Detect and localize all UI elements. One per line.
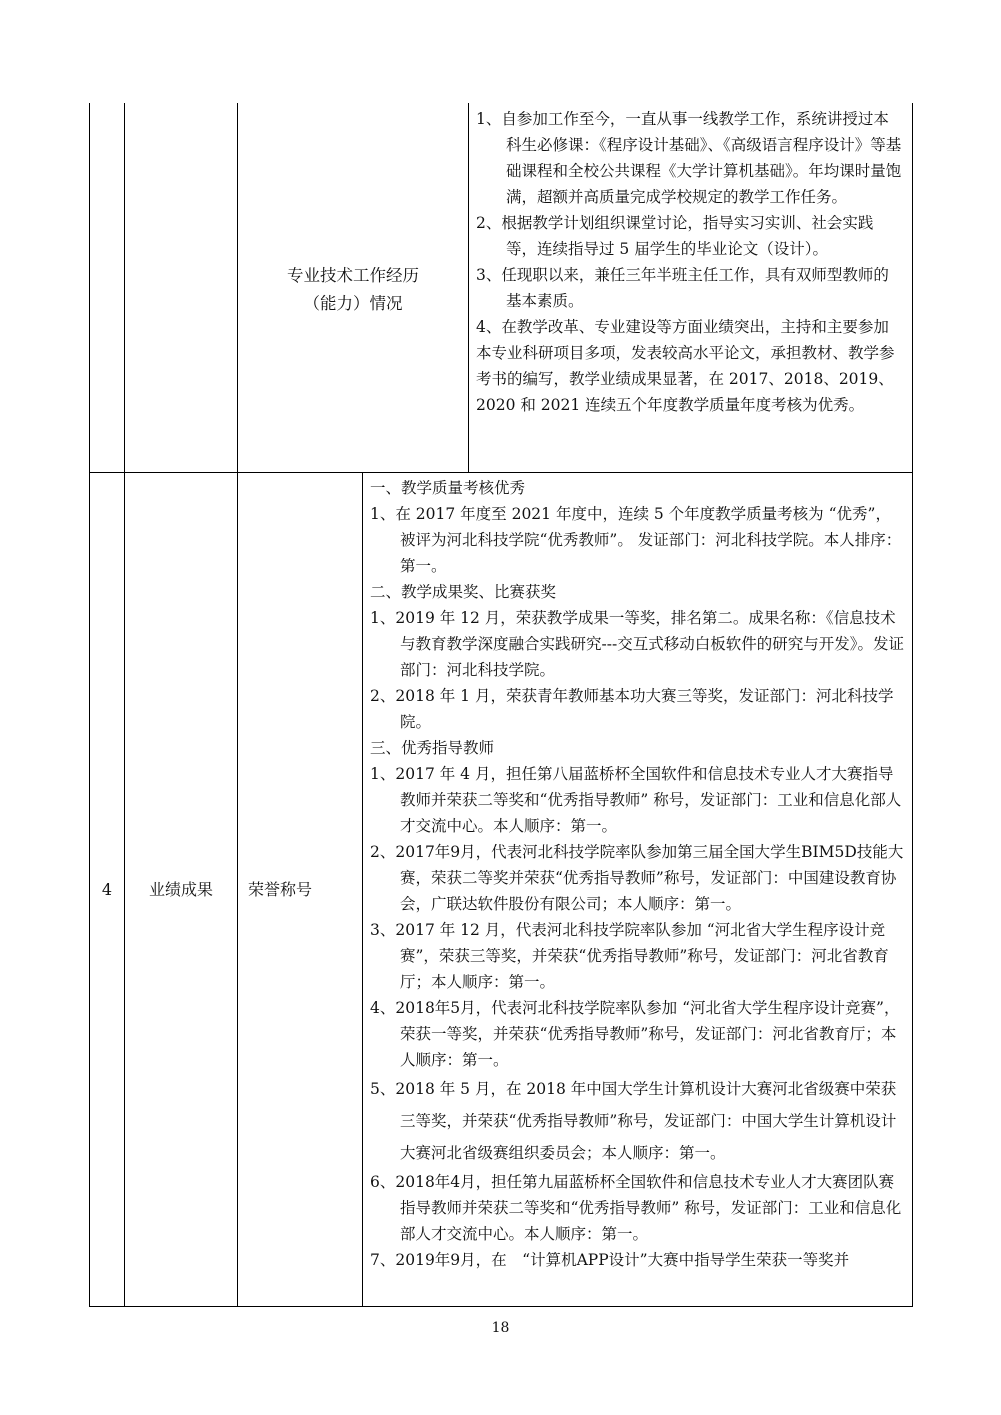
table-col-divider-3a (468, 103, 469, 472)
subcategory-label-line2: （能力）情况 (303, 294, 403, 313)
experience-item-3: 3、任现职以来，兼任三年半班主任工作，具有双师型教师的基本素质。 (476, 266, 889, 310)
experience-item-2: 2、根据教学计划组织课堂讨论，指导实习实训、社会实践等，连续指导过 5 届学生的毕业论文（设计）。 (476, 214, 874, 258)
subcategory-cell-top (238, 262, 468, 318)
achievement-item: 1、在 2017 年度至 2021 年度中，连续 5 个年度教学质量考核为 “优秀”，被评为河北科技学院“优秀教师”。 发证部门：河北科技学院。本人排序：第一。 (370, 505, 902, 575)
table-border-left (89, 103, 90, 1307)
experience-description (476, 106, 904, 418)
table-border-bottom (89, 1306, 913, 1307)
achievement-item: 3、2017 年 12 月，代表河北科技学院率队参加 “河北省大学生程序设计竞赛”，荣获三等奖，并荣获“优秀指导教师”称号，发证部门：河北省教育厅；本人顺序：第一。 (370, 921, 889, 991)
subcategory-label: 荣誉称号 (248, 880, 313, 899)
category-label: 业绩成果 (148, 880, 213, 899)
achievement-item: 4、2018年5月，代表河北科技学院率队参加 “河北省大学生程序设计竞赛”，荣获一等奖，并荣获“优秀指导教师”称号，发证部门：河北省教育厅；本人顺序：第一。 (370, 999, 900, 1069)
achievement-heading-2: 二、教学成果奖、比赛获奖 (370, 583, 557, 601)
subcategory-label-line1: 专业技术工作经历 (287, 266, 419, 285)
row-number: 4 (101, 880, 113, 899)
row-divider (89, 472, 913, 473)
table-col-divider-3b (362, 472, 363, 1307)
achievement-heading-3: 三、优秀指导教师 (370, 739, 495, 757)
achievement-item: 1、2017 年 4 月，担任第八届蓝桥杯全国软件和信息技术专业人才大赛指导教师并荣获二等奖和“优秀指导教师” 称号，发证部门：工业和信息化部人才交流中心。本人顺序：第一。 (370, 765, 902, 835)
achievements-list (370, 475, 906, 1273)
page-number: 18 (491, 1320, 510, 1336)
achievement-item: 1、2019 年 12 月，荣获教学成果一等奖，排名第二。成果名称：《信息技术与教育教学深度融合实践研究---交互式移动白板软件的研究与开发》。发证部门：河北科技学院。 (370, 609, 904, 679)
experience-item-1: 1、自参加工作至今，一直从事一线教学工作，系统讲授过本科生必修课：《程序设计基础》、《高级语言程序设计》等基础课程和全校公共课程《大学计算机基础》。年均课时量饱满，超额并高质量完成学校规定的教学工作任务。 (476, 110, 902, 206)
achievement-item: 7、2019年9月，在 “计算机APP设计”大赛中指导学生荣获一等奖并 (370, 1251, 850, 1269)
achievement-item: 6、2018年4月，担任第九届蓝桥杯全国软件和信息技术专业人才大赛团队赛指导教师并荣获二等奖和“优秀指导教师” 称号，发证部门：工业和信息化部人才交流中心。本人顺序：第一。 (370, 1173, 902, 1243)
experience-item-4: 4、在教学改革、专业建设等方面业绩突出，主持和主要参加本专业科研项目多项，发表较高水平论文，承担教材、教学参考书的编写，教学业绩成果显著，在 2017、2018、2019、2020 和 2021 连续五个年度教学质量年度考核为优秀。 (476, 318, 895, 414)
achievement-item: 2、2018 年 1 月，荣获青年教师基本功大赛三等奖，发证部门：河北科技学院。 (370, 687, 894, 731)
achievement-item: 5、2018 年 5 月，在 2018 年中国大学生计算机设计大赛河北省级赛中荣获三等奖，并荣获“优秀指导教师”称号，发证部门：中国大学生计算机设计大赛河北省级赛组织委员会；本人顺序：第一。 (370, 1080, 897, 1162)
table-border-right (912, 103, 913, 1307)
achievement-heading-1: 一、教学质量考核优秀 (370, 479, 526, 497)
achievement-item: 2、2017年9月，代表河北科技学院率队参加第三届全国大学生BIM5D技能大赛，荣获二等奖并荣获“优秀指导教师”称号，发证部门：中国建设教育协会，广联达软件股份有限公司；本人顺序：第一。 (370, 843, 904, 913)
table-col-divider-1 (124, 103, 125, 1307)
